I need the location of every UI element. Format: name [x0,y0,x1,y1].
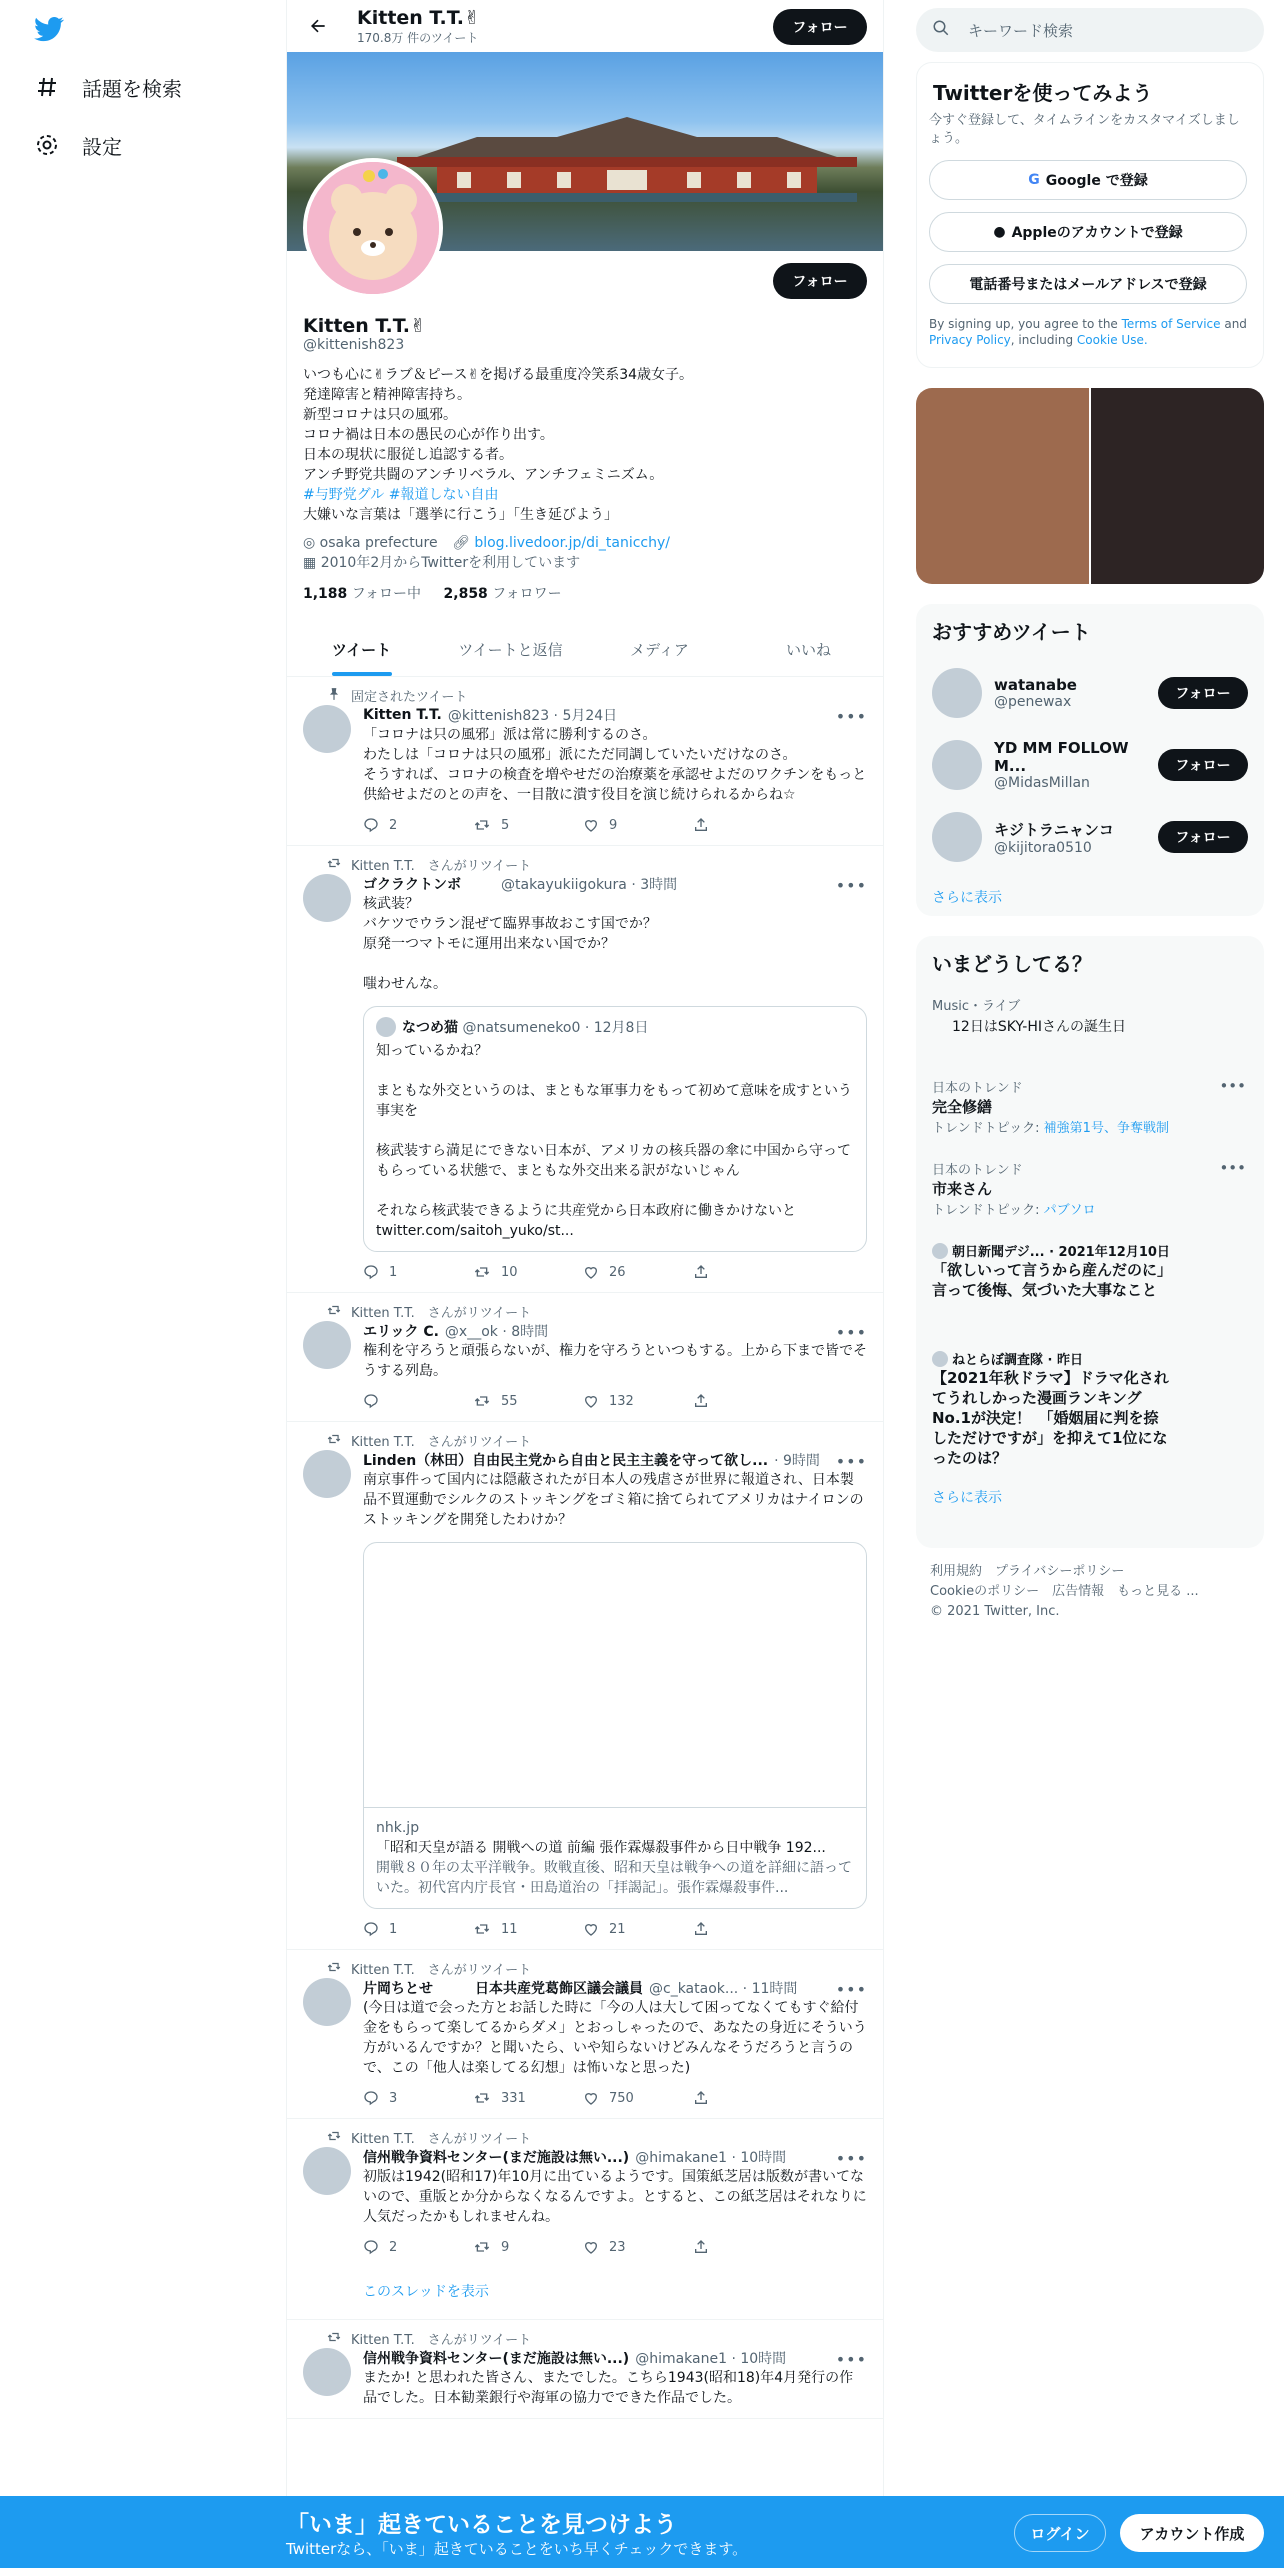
nav-settings[interactable] [34,125,122,165]
recommend-more-link[interactable]: さらに表示 [932,890,1002,906]
tweet-author[interactable]: ゴクラクトンボ [363,877,461,893]
recommend-follow-button[interactable]: フォロー [1158,821,1248,853]
tweet-author[interactable]: Linden（林田）自由民主党から自由と民主主義を守って欲し... [363,1453,769,1469]
tweet-text: 「コロナは只の風邪」派は常に勝利するのさ。 わたしは「コロナは只の風邪」派にただ同調していたいだけなのさ。 そうすれば、コロナの検査を増やせだの治療薬を承認せよだのワクチンをもっと供給せよだのとの声を、一目散に潰す役目を演じ続けられるからね☆ [363,727,867,803]
quote-text: 知っているかね？ まともな外交というのは、まともな軍事力をもって初めて意味を成すという事実を 核武装すら満足にできない日本が、アメリカの核兵器の傘に中国から守ってもらっている状態で、まともな外交出来る訳がないじゃん それなら核武装できるように共産党から日本政府に働きかけないと twitter.com/saitoh_yuko/st... [376,1043,852,1239]
like-button[interactable]: 26 [583,1264,693,1280]
show-thread-link[interactable]: このスレッドを表示 [287,2267,883,2320]
privacy-link[interactable]: Privacy Policy [929,333,1011,347]
header-follow-button[interactable]: フォロー [773,9,867,45]
tweet-author[interactable]: エリック C. [363,1324,439,1340]
nav-explore[interactable] [34,67,182,107]
more-icon[interactable]: ••• [835,1452,867,1471]
avatar[interactable] [303,874,351,922]
reply-button[interactable]: 2 [363,2239,473,2255]
avatar [932,812,982,862]
retweet-button[interactable]: 10 [473,1264,583,1280]
apple-signup-button[interactable]: ● Appleのアカウントで登録 [929,212,1247,252]
tweet-actions [363,815,867,835]
share-button[interactable] [693,1921,803,1937]
recommend-follow-button[interactable]: フォロー [1158,677,1248,709]
like-button[interactable]: 21 [583,1921,693,1937]
tweet-author[interactable]: 片岡ちとせ 日本共産党葛飾区議会議員 [363,1981,643,1997]
avatar[interactable] [303,2147,351,2195]
left-nav [0,0,286,2568]
bio-line: 発達障害と精神障害持ち。 [303,387,471,403]
tweet-actions [363,2237,867,2257]
tab-media[interactable]: メディア [630,641,689,659]
header-tweet-count: 170.8万 件のツイート [357,30,479,45]
phone-signup-button[interactable]: 電話番号またはメールアドレスで登録 [929,264,1247,304]
retweet-button[interactable]: 5 [473,817,583,833]
header-name: Kitten T.T.✌ [357,6,480,29]
trends-panel [916,936,1264,1548]
bio-line: アンチ野党共闘のアンチリベラル、アンチフェミニズム。 [303,467,664,483]
tweet-handle: @kittenish823 · 5月24日 [447,708,618,724]
profile-meta [303,533,867,573]
tweet-handle: @himakane1 · 10時間 [635,2351,787,2367]
share-button[interactable] [693,2239,803,2255]
tab-likes[interactable]: いいね [785,641,831,659]
quoted-tweet[interactable] [363,1006,867,1252]
tweet-author[interactable]: 信州戦争資料センター(まだ施設は無い...) [363,2351,630,2367]
avatar [932,668,982,718]
bio-line: 大嫌いな言葉は「選挙に行こう」「生き延びよう」 [303,507,618,523]
more-icon[interactable]: ••• [1219,1077,1246,1095]
retweet-icon [327,2129,343,2145]
link-card-title: 「昭和天皇が語る 開戦への道 前編 張作霖爆殺事件から日中戦争 192... [376,1840,826,1856]
share-button[interactable] [693,817,803,833]
pin-icon [327,687,343,703]
share-button[interactable] [693,1393,803,1409]
more-icon[interactable]: ••• [835,1980,867,1999]
link-card-image [364,1543,866,1808]
media-thumbnail[interactable] [1091,388,1264,584]
tweet-handle: @c_kataok... · 11時間 [649,1981,798,1997]
profile-joined: 2010年2月からTwitterを利用しています [320,555,581,571]
google-icon: G [1028,172,1040,188]
trends-title: いまどうしてる？ [932,952,1092,976]
retweet-button[interactable]: 11 [473,1921,583,1937]
signup-desc: 今すぐ登録して、タイムラインをカスタマイズしましょう。 [929,113,1240,146]
bottom-signup-bar [0,2496,1284,2568]
profile-avatar[interactable] [303,158,443,298]
search-icon [932,19,950,41]
tweet-text: (今日は道で会った方とお話した時に「今の人は大して困ってなくてもすぐ給付金をもらって楽してるからダメ」とおっしゃったので、あなたの身近にそういう方がいるんですか？と聞いたら、いや知らないけどみんなそうだろうと言うので、この「他人は楽してる幻想」は怖いなと思った) [363,2000,867,2076]
media-thumbnail[interactable] [916,388,1089,584]
profile-bio [303,365,867,525]
bio-line: コロナ禍は日本の愚民の心が作り出す。 [303,427,554,443]
media-grid[interactable] [916,388,1264,584]
signup-button[interactable]: アカウント作成 [1120,2514,1264,2552]
tweet-handle: @himakane1 · 10時間 [635,2150,787,2166]
trends-more-link[interactable]: さらに表示 [932,1490,1002,1506]
retweet-button[interactable]: 9 [473,2239,583,2255]
nav-explore-label: 話題を検索 [82,76,182,101]
tweet-text: またか! と思われた皆さん、またでした。こちら1943(昭和18)年4月発行の作品でした。日本勧業銀行や海軍の協力でできた作品でした。 [363,2370,854,2406]
gear-icon [34,132,60,158]
avatar[interactable] [303,705,351,753]
like-button[interactable]: 23 [583,2239,693,2255]
tweet[interactable] [287,677,883,846]
retweet-icon [327,2330,343,2346]
profile-follow-button[interactable]: フォロー [773,263,867,299]
profile-name: Kitten T.T.✌ [303,315,426,337]
tweet-actions [363,1262,867,1282]
footer-links[interactable]: 利用規約 プライバシーポリシー Cookieのポリシー 広告情報 もっと見る ... © 2021 Twitter, Inc. [930,1564,1199,1619]
bio-line: 日本の現状に服従し追認する者。 [303,447,513,463]
like-button[interactable]: 750 [583,2090,693,2106]
retweet-icon [327,1303,343,1319]
location-icon: ◎ [303,535,316,551]
tweet-context: 固定されたツイート [351,689,468,705]
profile-tabs [287,623,883,677]
tweet[interactable] [287,846,883,1293]
temple-banner-image [397,112,857,202]
profile-header-bar [287,0,883,52]
bio-hashtags[interactable]: #与野党グル #報道しない自由 [303,487,499,503]
trend-item[interactable]: Music・ライブ 12日はSKY-HIさんの誕生日 [932,999,1126,1035]
more-icon[interactable]: ••• [835,2149,867,2168]
like-button[interactable]: 132 [583,1393,693,1409]
reply-button[interactable] [363,1393,473,1409]
login-button[interactable]: ログイン [1014,2514,1106,2552]
signup-terms: By signing up, you agree to the Terms of Service and Privacy Policy, including Cookie Use. [929,317,1247,347]
terms-link[interactable]: Terms of Service [1121,317,1221,331]
nav-settings-label: 設定 [82,134,122,159]
link-card-description: 開戦８０年の太平洋戦争。敗戦直後、昭和天皇は戦争への道を詳細に語っていた。初代宮内庁長官・田島道治の「拝謁記」。張作霖爆殺事件... [376,1860,852,1896]
reply-button[interactable]: 2 [363,817,473,833]
back-arrow-icon[interactable] [303,11,333,41]
hashtag-icon [34,74,60,100]
twitter-logo-icon[interactable] [34,14,64,44]
bio-line: 新型コロナは只の風邪。 [303,407,457,423]
news-item[interactable]: ねとらぼ調査隊 · 昨日 【2021年秋ドラマ】ドラマ化されてうれしかった漫画ランキング No.1が決定！ 「婚姻届に判を捺しただけですが」を抑えて1位になったのは？ [916,1349,1264,1479]
retweet-icon [327,1960,343,1976]
tweet[interactable] [287,2119,883,2267]
recommend-user[interactable]: キジトラニャンコ @kijitora0510 フォロー [916,801,1264,873]
share-button[interactable] [693,2090,803,2106]
tab-tweets[interactable]: ツイート [287,623,436,676]
tweet-context: Kitten T.T. さんがリツイート [351,858,532,874]
tweet-context: Kitten T.T. さんがリツイート [351,2332,532,2348]
search-input[interactable]: キーワード検索 [968,21,1074,40]
tweet-text: 初版は1942(昭和17)年10月に出ているようです。国策紙芝居は版数が書いてないので、重版とか分からなくなるんですよ。とすると、この紙芝居はそれなりに人気だったかもしれませんね。 [363,2169,867,2225]
signup-title: Twitterを使ってみよう [933,81,1153,105]
tweet[interactable] [287,1950,883,2119]
avatar [932,740,982,790]
tweet-handle: @x__ok · 8時間 [444,1324,549,1340]
calendar-icon: ▦ [303,555,317,571]
profile-handle: @kittenish823 [303,337,405,353]
avatar[interactable] [303,1978,351,2026]
bottom-title: 「いま」起きていることを見つけよう [286,2512,677,2538]
news-item[interactable]: 朝日新聞デジ... · 2021年12月10日 「欲しいって言うから産んだのに」 言って後悔、気づいた大事なこと [916,1241,1264,1349]
recommend-user[interactable]: YD MM FOLLOW M... @MidasMillan フォロー [916,729,1264,801]
retweet-icon [327,1432,343,1448]
recommend-follow-button[interactable]: フォロー [1158,749,1248,781]
avatar [932,1243,948,1259]
link-card-domain: nhk.jp [376,1820,420,1836]
recommended-panel [916,604,1264,916]
retweet-button[interactable]: 331 [473,2090,583,2106]
quote-author: なつめ猫 [402,1020,458,1036]
link-card[interactable] [363,1542,867,1909]
tweet-handle: @takayukiigokura · 3時間 [501,877,678,893]
more-icon[interactable]: ••• [835,2350,867,2369]
tweet-context: Kitten T.T. さんがリツイート [351,2131,532,2147]
trend-item[interactable]: 日本のトレンド 市来さん トレンドトピック: パブソロ ••• [932,1159,1246,1218]
tweet-text: 核武装？ バケツでウラン混ぜて臨界事故おこす国でか？ 原発一つマトモに運用出来ない国でか？ 嗤わせんな。 [363,896,657,992]
bio-line: いつも心に✌ラブ＆ピース✌を掲げる最重度冷笑系34歳女子。 [303,367,694,383]
apple-icon: ● [993,224,1006,240]
profile-location: osaka prefecture [319,535,438,551]
avatar[interactable] [303,1450,351,1498]
share-button[interactable] [693,1264,803,1280]
retweet-icon [327,856,343,872]
link-icon: 🔗︎ [452,535,470,551]
tweet-context: Kitten T.T. さんがリツイート [351,1962,532,1978]
follow-counts [303,583,867,603]
tweet-context: Kitten T.T. さんがリツイート [351,1305,532,1321]
tweet-text: 南京事件って国内には隠蔽されたが日本人の残虐さが世界に報道され、日本製品不買運動でシルクのストッキングをゴミ箱に捨てられてアメリカはナイロンのストッキングを開発したわけか？ [363,1472,864,1528]
cookie-link[interactable]: Cookie Use. [1076,333,1148,347]
tweet[interactable] [287,1422,883,1950]
tweet-actions [363,1391,867,1411]
avatar[interactable] [303,2348,351,2396]
more-icon[interactable]: ••• [835,1323,867,1342]
tweet[interactable] [287,2320,883,2419]
tweet-author[interactable]: Kitten T.T. [363,707,442,723]
profile-url[interactable]: blog.livedoor.jp/di_tanicchy/ [474,535,670,551]
tweet-context: Kitten T.T. さんがリツイート [351,1434,532,1450]
recommend-user[interactable]: watanabe @penewax フォロー [916,657,1264,729]
google-signup-button[interactable]: G Google で登録 [929,160,1247,200]
tweet-actions [363,2088,867,2108]
reply-button[interactable]: 1 [363,1264,473,1280]
followers-link[interactable]: 2,858 フォロワー [443,586,562,602]
tab-tweets-replies[interactable]: ツイートと返信 [458,641,563,659]
reply-button[interactable]: 3 [363,2090,473,2106]
avatar [932,1351,948,1367]
tweet-actions [363,1919,867,1939]
trend-item[interactable]: 日本のトレンド 完全修繕 トレンドトピック: 補強第1号、争奪戦制 ••• [932,1077,1246,1136]
signup-panel [916,62,1264,368]
tweet-text: 権利を守ろうと頑張らないが、権力を守ろうといつもする。上から下まで皆でそうする列島。 [363,1343,867,1379]
profile-column [286,0,884,2568]
tweet-author[interactable]: 信州戦争資料センター(まだ施設は無い...) [363,2150,630,2166]
retweet-button[interactable]: 55 [473,1393,583,1409]
more-icon[interactable]: ••• [835,876,867,895]
following-link[interactable]: 1,188 フォロー中 [303,586,422,602]
recommend-title: おすすめツイート [932,620,1091,644]
tweet-handle: · 9時間 [774,1453,820,1469]
reply-button[interactable]: 1 [363,1921,473,1937]
quote-handle: @natsumeneko0 · 12月8日 [462,1020,649,1036]
avatar [376,1017,396,1037]
bottom-subtitle: Twitterなら、「いま」起きていることをいち早くチェックできます。 [286,2540,748,2558]
like-button[interactable]: 9 [583,817,693,833]
avatar[interactable] [303,1321,351,1369]
more-icon[interactable]: ••• [1219,1159,1246,1177]
tweet[interactable] [287,1293,883,1422]
search-box[interactable] [916,8,1264,52]
more-icon[interactable]: ••• [835,707,867,726]
